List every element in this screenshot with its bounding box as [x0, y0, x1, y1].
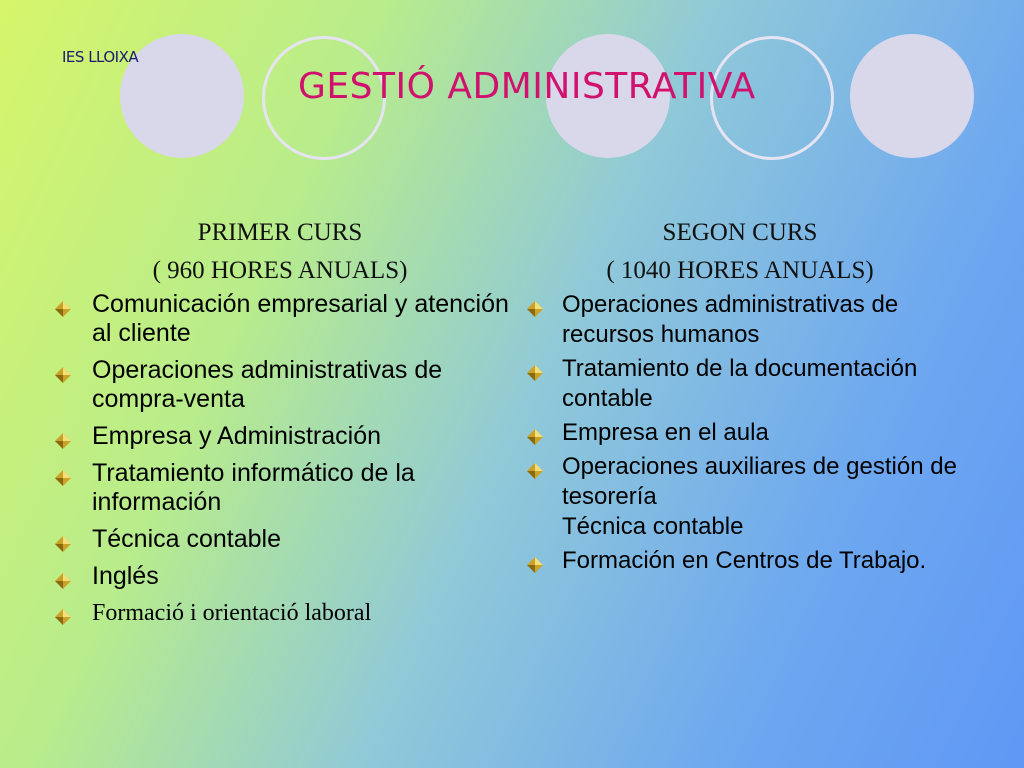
list-item: Comunicación empresarial y atención al cliente [50, 290, 510, 348]
slide-title: GESTIÓ ADMINISTRATIVA [298, 66, 756, 107]
list-item: Formació i orientació laboral [50, 599, 510, 628]
list-item: Empresa y Administración [50, 422, 510, 451]
list-item: Formación en Centros de Trabajo. [520, 546, 960, 576]
first-year-hours: ( 960 HORES ANUALS) [152, 257, 408, 284]
diamond-bullet-icon [54, 428, 72, 446]
list-item: Inglés [50, 562, 510, 591]
decorative-circle [850, 34, 974, 158]
diamond-bullet-icon [526, 458, 544, 476]
list-item: Tratamiento de la documentación contable [520, 354, 960, 414]
diamond-bullet-icon [54, 531, 72, 549]
diamond-bullet-icon [526, 296, 544, 314]
diamond-bullet-icon [526, 360, 544, 378]
list-item: Técnica contable [50, 525, 510, 554]
diamond-bullet-icon [54, 605, 72, 623]
list-item: Operaciones auxiliares de gestión de tesorería [520, 452, 960, 512]
diamond-bullet-icon [54, 568, 72, 586]
list-item: Tratamiento informático de la información [50, 459, 510, 517]
second-year-list [520, 290, 960, 576]
diamond-bullet-icon [54, 362, 72, 380]
diamond-bullet-icon [526, 424, 544, 442]
list-item: Empresa en el aula [520, 418, 960, 448]
first-year-column [50, 214, 510, 636]
list-item: Operaciones administrativas de recursos humanos [520, 290, 960, 350]
diamond-bullet-icon [54, 296, 72, 314]
second-year-heading: SEGON CURS [662, 219, 818, 246]
second-year-column [520, 214, 960, 580]
second-year-hours: ( 1040 HORES ANUALS) [606, 257, 874, 284]
list-item: Técnica contable [562, 513, 744, 540]
diamond-bullet-icon [54, 465, 72, 483]
first-year-list [50, 290, 510, 628]
list-item: Operaciones administrativas de compra-venta [50, 356, 510, 414]
first-year-heading: PRIMER CURS [197, 219, 363, 246]
school-name: IES LLOIXA [62, 48, 139, 66]
decorative-circle [120, 34, 244, 158]
diamond-bullet-icon [526, 552, 544, 570]
